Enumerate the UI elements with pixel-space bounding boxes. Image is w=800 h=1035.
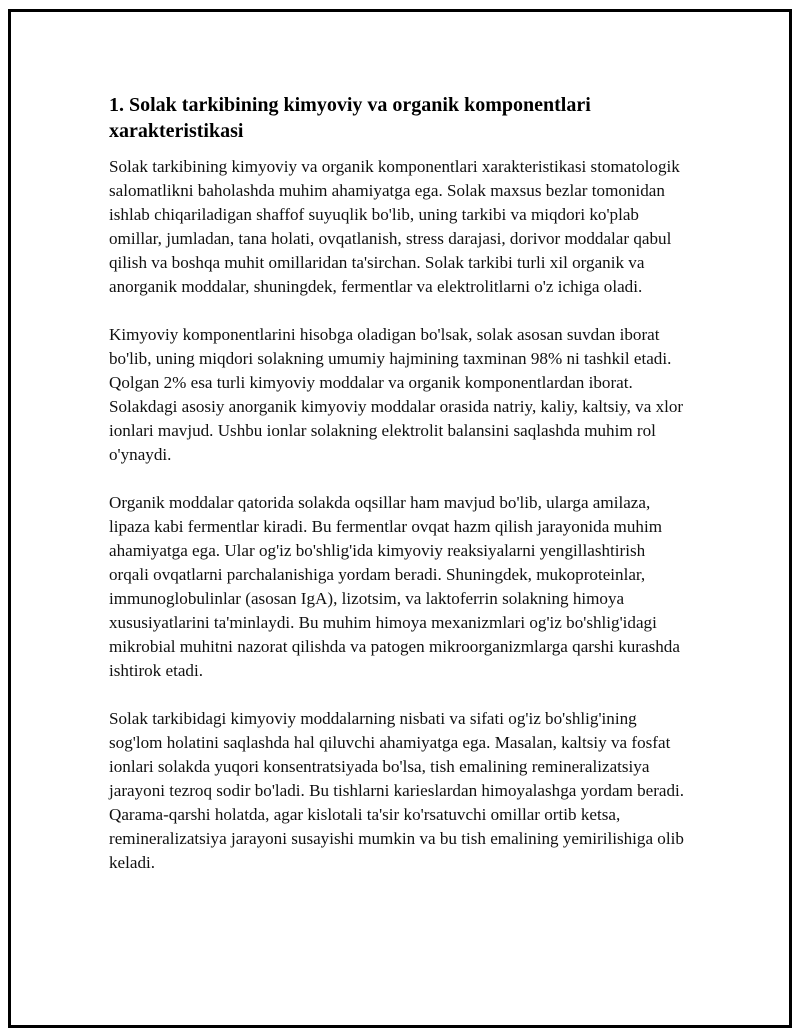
paragraph-1: Solak tarkibining kimyoviy va organik komponentlari xarakteristikasi stomatologik salomatlikni baholashda muhim ahamiyatga ega. Solak maxsus bezlar tomonidan ishlab chiqariladigan shaffof suyuqlik bo'lib, uning tarkibi va miqdori ko'plab omillar, jumladan, tana holati, ovqatlanish, stress darajasi, dorivor moddalar qabul qilish va boshqa muhit omillaridan ta'sirchan. Solak tarkibi turli xil organik va anorganik moddalar, shuningdek, fermentlar va elektrolitlarni o'z ichiga oladi.: [109, 157, 680, 296]
paragraph-3: Organik moddalar qatorida solakda oqsillar ham mavjud bo'lib, ularga amilaza, lipaza kabi fermentlar kiradi. Bu fermentlar ovqat hazm qilish jarayonida muhim ahamiyatga ega. Ular og'iz bo'shlig'ida kimyoviy reaksiyalarni yengillashtirish orqali ovqatlarni parchalanishiga yordam beradi. Shuningdek, mukoproteinlar, immunoglobulinlar (asosan IgA), lizotsim, va laktoferrin solakning himoya xususiyatlarini ta'minlaydi. Bu muhim himoya mexanizmlari og'iz bo'shlig'idagi mikrobial muhitni nazorat qilishda va patogen mikroorganizmlarga qarshi kurashda ishtirok etadi.: [109, 493, 680, 680]
paragraph-2: Kimyoviy komponentlarini hisobga oladigan bo'lsak, solak asosan suvdan iborat bo'lib, uning miqdori solakning umumiy hajmining taxminan 98% ni tashkil etadi. Qolgan 2% esa turli kimyoviy moddalar va organik komponentlardan iborat. Solakdagi asosiy anorganik kimyoviy moddalar orasida natriy, kaliy, kaltsiy, va xlor ionlari mavjud. Ushbu ionlar solakning elektrolit balansini saqlashda muhim rol o'ynaydi.: [109, 325, 684, 464]
section-heading: 1. Solak tarkibining kimyoviy va organik komponentlari xarakteristikasi: [109, 94, 591, 142]
paragraph-4: Solak tarkibidagi kimyoviy moddalarning nisbati va sifati og'iz bo'shlig'ining sog'lom holatini saqlashda hal qiluvchi ahamiyatga ega. Masalan, kaltsiy va fosfat ionlari solakda yuqori konsentratsiyada bo'lsa, tish emalining remineralizatsiya jarayoni tezroq sodir bo'ladi. Bu tishlarni karieslardan himoyalashga yordam beradi. Qarama-qarshi holatda, agar kislotali ta'sir ko'rsatuvchi omillar ortib ketsa, remineralizatsiya jarayoni susayishi mumkin va bu tish emalining yemirilishiga olib keladi.: [109, 709, 685, 872]
document-body: [109, 92, 689, 899]
